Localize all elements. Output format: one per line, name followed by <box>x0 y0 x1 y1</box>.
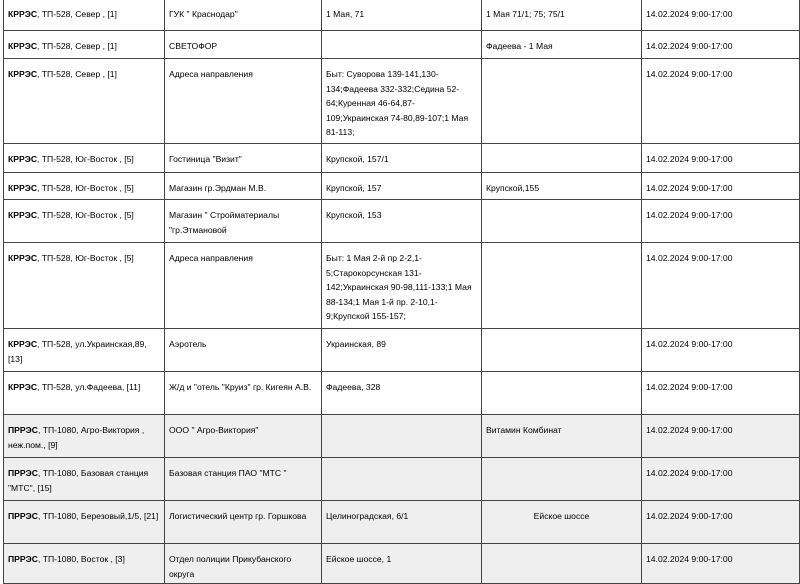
table-row <box>4 544 800 584</box>
substation-location: , ТП-528, Юг-Восток , [5] <box>37 253 134 263</box>
extra-address-cell <box>482 372 642 415</box>
table-row <box>4 31 800 59</box>
substation-location: , ТП-528, Юг-Восток , [5] <box>37 210 134 220</box>
outage-time-cell: 14.02.2024 9:00-17:00 <box>642 0 800 31</box>
network-name: ПРРЭС <box>8 554 38 564</box>
extra-address-cell <box>482 200 642 243</box>
street-cell: Крупской, 153 <box>322 200 482 243</box>
outage-time-cell: 14.02.2024 9:00-17:00 <box>642 501 800 544</box>
substation-location: , ТП-1080, Восток , [3] <box>37 554 125 564</box>
network-location-cell <box>4 329 165 372</box>
consumer-cell: Базовая станция ПАО "МТС " <box>165 458 322 501</box>
extra-address-cell <box>482 329 642 372</box>
outage-time-cell: 14.02.2024 9:00-17:00 <box>642 544 800 584</box>
consumer-cell: Ж/д и "отель "Круиз" гр. Кигеян А.В. <box>165 372 322 415</box>
extra-address-cell: Крупской,155 <box>482 173 642 200</box>
extra-address-cell: Фадеева - 1 Мая <box>482 31 642 59</box>
network-name: КРРЭС <box>8 210 38 220</box>
network-name: КРРЭС <box>8 183 38 193</box>
network-name: КРРЭС <box>8 41 38 51</box>
network-location-cell <box>4 173 165 200</box>
consumer-cell: Магазин гр.Эрдман М.В. <box>165 173 322 200</box>
consumer-cell: Магазин " Стройматериалы "гр.Этмановой <box>165 200 322 243</box>
extra-address-cell <box>482 144 642 173</box>
consumer-cell: ООО " Агро-Виктория" <box>165 415 322 458</box>
substation-location: , ТП-528, ул.Фадеева, [11] <box>37 382 141 392</box>
street-cell: Быт: 1 Мая 2-й пр 2-2,1-5;Старокорсунская 131-142;Украинская 90-98,111-133;1 Мая 88-134;1 Мая 1-й пр. 2-10,1-9;Крупской 155-157; <box>322 243 482 329</box>
substation-location: , ТП-528, Юг-Восток , [5] <box>37 183 134 193</box>
street-cell: Быт: Суворова 139-141,130-134;Фадеева 332-332;Седина 52-64;Куренная 46-64,87-109;Украинская 74-80,89-107;1 Мая 81-113; <box>322 59 482 144</box>
table-row <box>4 144 800 173</box>
street-cell: Крупской, 157/1 <box>322 144 482 173</box>
outage-time-cell: 14.02.2024 9:00-17:00 <box>642 59 800 144</box>
outage-time-cell: 14.02.2024 9:00-17:00 <box>642 372 800 415</box>
outage-time-cell: 14.02.2024 9:00-17:00 <box>642 329 800 372</box>
outage-time-cell: 14.02.2024 9:00-17:00 <box>642 31 800 59</box>
table-row <box>4 329 800 372</box>
extra-address-cell: Витамин Комбинат <box>482 415 642 458</box>
extra-address-cell: 1 Мая 71/1; 75; 75/1 <box>482 0 642 31</box>
consumer-cell: Аэротель <box>165 329 322 372</box>
outage-table <box>3 0 800 584</box>
consumer-cell: Логистический центр гр. Горшкова <box>165 501 322 544</box>
street-cell: 1 Мая, 71 <box>322 0 482 31</box>
outage-time-cell: 14.02.2024 9:00-17:00 <box>642 173 800 200</box>
network-location-cell <box>4 200 165 243</box>
table-row <box>4 501 800 544</box>
network-name: КРРЭС <box>8 339 38 349</box>
consumer-cell: Адреса направления <box>165 243 322 329</box>
network-name: КРРЭС <box>8 69 38 79</box>
street-cell: Целиноградская, 6/1 <box>322 501 482 544</box>
table-row <box>4 243 800 329</box>
network-location-cell <box>4 31 165 59</box>
substation-location: , ТП-1080, Агро-Виктория , неж.пом., [9] <box>8 425 145 450</box>
outage-table-body <box>4 0 800 584</box>
substation-location: , ТП-528, Север , [1] <box>37 41 117 51</box>
substation-location: , ТП-528, Север , [1] <box>37 69 117 79</box>
network-location-cell <box>4 0 165 31</box>
network-name: КРРЭС <box>8 382 38 392</box>
table-row <box>4 0 800 31</box>
table-row <box>4 372 800 415</box>
street-cell <box>322 458 482 501</box>
outage-time-cell: 14.02.2024 9:00-17:00 <box>642 415 800 458</box>
street-cell: Ейское шоссе, 1 <box>322 544 482 584</box>
extra-address-cell <box>482 544 642 584</box>
substation-location: , ТП-528, ул.Украинская,89, [13] <box>8 339 147 364</box>
outage-time-cell: 14.02.2024 9:00-17:00 <box>642 458 800 501</box>
network-name: КРРЭС <box>8 154 38 164</box>
street-cell: Украинская, 89 <box>322 329 482 372</box>
consumer-cell: Отдел полиции Прикубанского округа <box>165 544 322 584</box>
substation-location: , ТП-1080, Базовая станция "МТС", [15] <box>8 468 149 493</box>
network-name: КРРЭС <box>8 9 38 19</box>
network-name: ПРРЭС <box>8 425 38 435</box>
network-name: КРРЭС <box>8 253 38 263</box>
table-row <box>4 458 800 501</box>
street-cell <box>322 31 482 59</box>
network-location-cell <box>4 372 165 415</box>
outage-time-cell: 14.02.2024 9:00-17:00 <box>642 144 800 173</box>
network-name: ПРРЭС <box>8 511 38 521</box>
table-row <box>4 200 800 243</box>
network-location-cell <box>4 59 165 144</box>
substation-location: , ТП-528, Юг-Восток , [5] <box>37 154 134 164</box>
network-location-cell <box>4 144 165 173</box>
extra-address-cell: Ейское шоссе <box>482 501 642 544</box>
table-row <box>4 59 800 144</box>
network-location-cell <box>4 243 165 329</box>
consumer-cell: СВЕТОФОР <box>165 31 322 59</box>
substation-location: , ТП-1080, Березовый,1/5, [21] <box>37 511 159 521</box>
consumer-cell: Гостиница "Визит" <box>165 144 322 173</box>
street-cell: Крупской, 157 <box>322 173 482 200</box>
table-row <box>4 173 800 200</box>
outage-time-cell: 14.02.2024 9:00-17:00 <box>642 243 800 329</box>
street-cell <box>322 415 482 458</box>
extra-address-cell <box>482 243 642 329</box>
extra-address-cell <box>482 59 642 144</box>
substation-location: , ТП-528, Север , [1] <box>37 9 117 19</box>
street-cell: Фадеева, 328 <box>322 372 482 415</box>
consumer-cell: ГУК " Краснодар" <box>165 0 322 31</box>
outage-time-cell: 14.02.2024 9:00-17:00 <box>642 200 800 243</box>
consumer-cell: Адреса направления <box>165 59 322 144</box>
network-location-cell <box>4 544 165 584</box>
table-row <box>4 415 800 458</box>
network-location-cell <box>4 501 165 544</box>
network-location-cell <box>4 415 165 458</box>
network-location-cell <box>4 458 165 501</box>
extra-address-cell <box>482 458 642 501</box>
network-name: ПРРЭС <box>8 468 38 478</box>
